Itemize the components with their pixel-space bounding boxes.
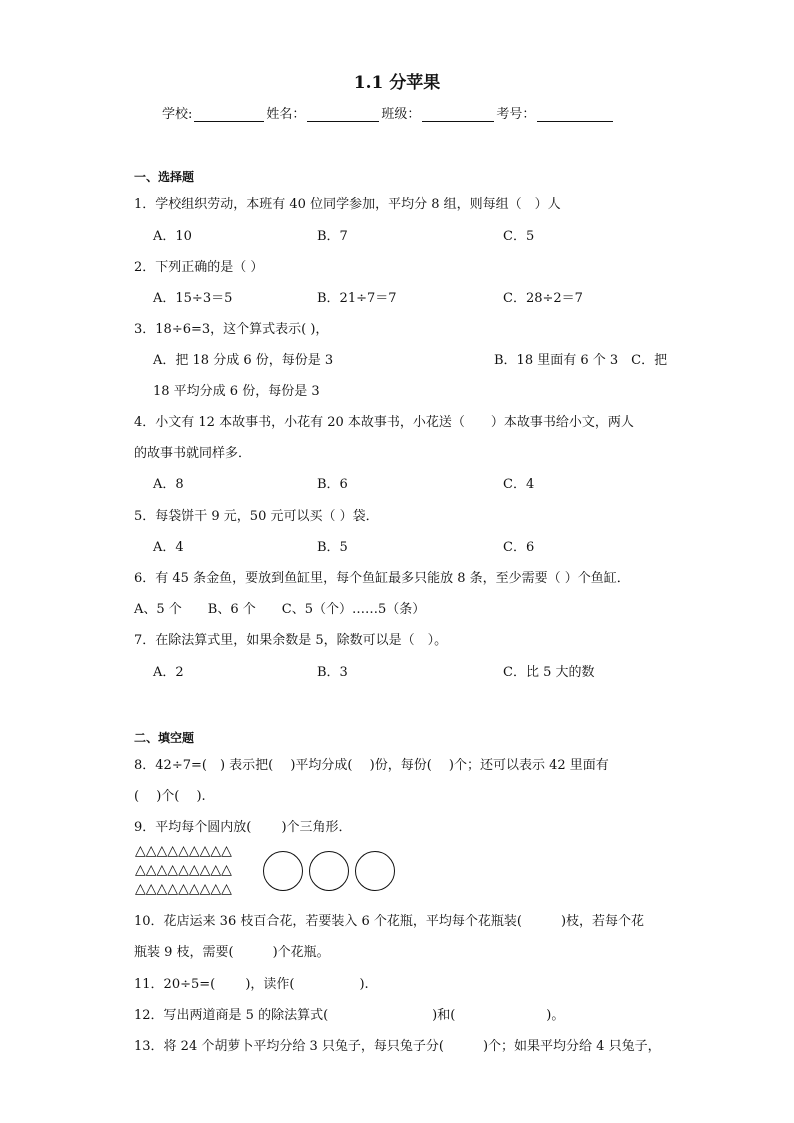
q1-option-c[interactable]: C．5 xyxy=(503,229,535,244)
q7-option-b[interactable]: B．3 xyxy=(317,665,348,680)
q3-option-a[interactable]: A．把 18 分成 6 份，每份是 3 xyxy=(153,353,334,368)
q4-option-a[interactable]: A．8 xyxy=(153,477,184,492)
q3-option-b[interactable]: B．18 里面有 6 个 3 C．把 xyxy=(494,353,668,368)
section-heading-fill: 二、填空题 xyxy=(134,731,195,745)
page-title: 1.1 分苹果 xyxy=(353,73,441,93)
question-2: 2．下列正确的是（ ） xyxy=(134,260,264,275)
circle-shape xyxy=(309,851,349,891)
circle-shape xyxy=(355,851,395,891)
triangle-row: △△△△△△△△△ xyxy=(135,881,232,897)
question-5: 5．每袋饼干 9 元，50 元可以买（ ）袋． xyxy=(134,509,379,524)
triangle-row: △△△△△△△△△ xyxy=(135,862,232,878)
question-8-cont: ( )个( ). xyxy=(134,789,206,804)
school-blank[interactable] xyxy=(194,107,264,122)
q5-option-a[interactable]: A．4 xyxy=(153,540,184,555)
q1-option-a[interactable]: A．10 xyxy=(153,229,192,244)
q4-option-b[interactable]: B．6 xyxy=(317,477,348,492)
question-13: 13．将 24 个胡萝卜平均分给 3 只兔子，每只兔子分( )个；如果平均分给 4 只兔子， xyxy=(134,1039,661,1054)
q6-options[interactable]: A、5 个 B、6 个 C、5（个）……5（条） xyxy=(134,602,426,617)
question-10-cont: 瓶装 9 枝，需要( )个花瓶。 xyxy=(134,945,330,960)
question-6: 6．有 45 条金鱼，要放到鱼缸里，每个鱼缸最多只能放 8 条，至少需要（ ）个鱼缸． xyxy=(134,571,630,586)
number-blank[interactable] xyxy=(537,107,613,122)
q5-option-c[interactable]: C．6 xyxy=(503,540,535,555)
q5-option-b[interactable]: B．5 xyxy=(317,540,348,555)
question-4-cont: 的故事书就同样多． xyxy=(134,446,252,461)
question-9: 9．平均每个圆内放( )个三角形． xyxy=(134,820,352,835)
q2-option-b[interactable]: B．21÷7＝7 xyxy=(317,291,397,306)
q7-option-a[interactable]: A．2 xyxy=(153,665,184,680)
triangle-row: △△△△△△△△△ xyxy=(135,843,232,859)
question-1: 1．学校组织劳动，本班有 40 位同学参加，平均分 8 组，则每组（ ）人 xyxy=(134,197,561,212)
question-3: 3．18÷6=3，这个算式表示( )， xyxy=(134,322,329,337)
q7-option-c[interactable]: C．比 5 大的数 xyxy=(503,665,595,680)
circle-shape xyxy=(263,851,303,891)
question-12: 12．写出两道商是 5 的除法算式( )和( )。 xyxy=(134,1008,565,1023)
q3-option-c[interactable]: 18 平均分成 6 份，每份是 3 xyxy=(153,384,320,399)
q4-option-c[interactable]: C．4 xyxy=(503,477,535,492)
student-info-line xyxy=(162,103,615,122)
question-10: 10．花店运来 36 枝百合花，若要装入 6 个花瓶，平均每个花瓶装( )枝，若每个花 xyxy=(134,914,645,929)
class-label: 班级： xyxy=(381,107,421,122)
question-8: 8．42÷7=( ) 表示把( )平均分成( )份，每份( )个；还可以表示 42 里面有 xyxy=(134,758,609,773)
question-11: 11．20÷5=( )，读作( ). xyxy=(134,977,369,992)
q1-option-b[interactable]: B．7 xyxy=(317,229,348,244)
section-heading-choice: 一、选择题 xyxy=(134,170,195,184)
q2-option-a[interactable]: A．15÷3＝5 xyxy=(153,291,233,306)
question-4: 4．小文有 12 本故事书，小花有 20 本故事书，小花送（ ）本故事书给小文，两人 xyxy=(134,415,634,430)
number-label: 考号： xyxy=(496,107,536,122)
class-blank[interactable] xyxy=(422,107,494,122)
question-7: 7．在除法算式里，如果余数是 5，除数可以是（ ）。 xyxy=(134,633,448,648)
name-blank[interactable] xyxy=(307,107,379,122)
school-label: 学校: xyxy=(162,107,193,122)
q2-option-c[interactable]: C．28÷2＝7 xyxy=(503,291,583,306)
name-label: 姓名： xyxy=(266,107,306,122)
